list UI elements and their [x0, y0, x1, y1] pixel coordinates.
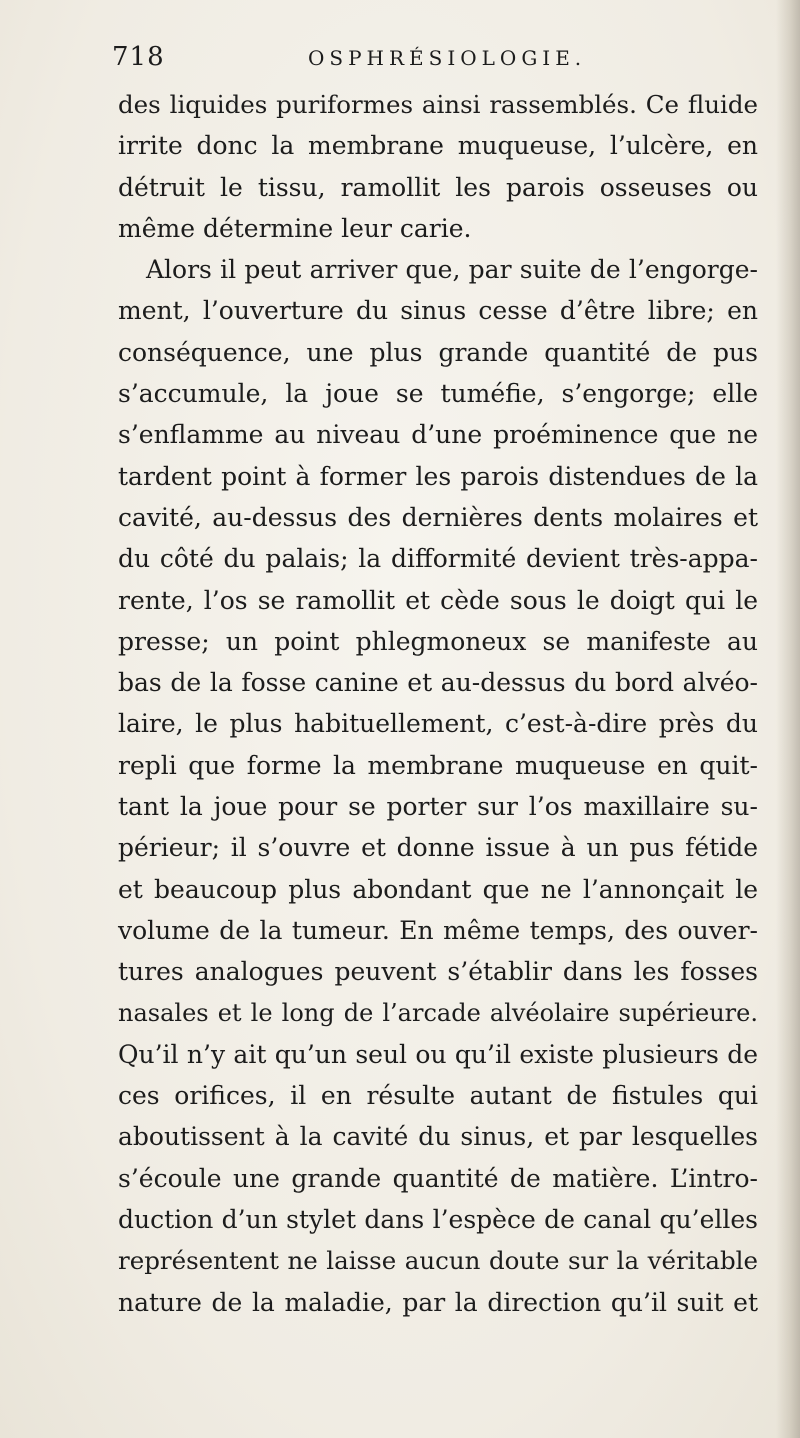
text-line-1: des liquides puriformes ainsi rassemblés. Ce fluide	[118, 90, 758, 119]
text-line-3: détruit le tissu, ramollit les parois osseuses ou	[118, 172, 758, 202]
text-line-5: Alors il peut arriver que, par suite de l’engorge-	[146, 255, 758, 285]
text-line-26: aboutissent à la cavité du sinus, et par lesquelles	[118, 1122, 758, 1152]
text-line-23: nasales et le long de l’arcade alvéolaire supérieure.	[118, 998, 758, 1027]
running-title: OSPHRÉSIOLOGIE.	[308, 46, 587, 70]
text-line-11: cavité, au-dessus des dernières dents molaires et	[118, 502, 758, 532]
text-line-29: représentent ne laisse aucun doute sur la véritable	[118, 1246, 758, 1276]
text-line-6: ment, l’ouverture du sinus cesse d’être libre; en	[118, 296, 758, 326]
text-line-9: s’enflamme au niveau d’une proéminence que ne	[118, 420, 758, 450]
text-line-30: nature de la maladie, par la direction qu’il suit et	[118, 1287, 758, 1317]
body-text	[118, 84, 758, 1323]
text-line-8: s’accumule, la joue se tuméfie, s’engorge; elle	[118, 379, 758, 409]
text-line-27: s’écoule une grande quantité de matière. L’intro-	[118, 1163, 758, 1193]
text-line-18: tant la joue pour se porter sur l’os maxillaire su-	[118, 792, 758, 822]
text-line-20: et beaucoup plus abondant que ne l’annonçait le	[118, 874, 758, 904]
text-line-15: bas de la fosse canine et au-dessus du bord alvéo-	[118, 668, 758, 698]
page-number: 718	[112, 42, 165, 72]
text-line-10: tardent point à former les parois distendues de la	[118, 461, 758, 491]
text-line-24: Qu’il n’y ait qu’un seul ou qu’il existe plusieurs de	[118, 1039, 758, 1069]
text-line-4: même détermine leur carie.	[118, 213, 472, 243]
text-line-7: conséquence, une plus grande quantité de pus	[118, 337, 758, 367]
text-line-28: duction d’un stylet dans l’espèce de canal qu’elles	[118, 1205, 758, 1235]
text-line-12: du côté du palais; la difformité devient très-appa-	[118, 544, 758, 574]
text-line-21: volume de la tumeur. En même temps, des ouver-	[118, 915, 758, 945]
text-line-19: périeur; il s’ouvre et donne issue à un pus fétide	[118, 833, 758, 863]
text-line-16: laire, le plus habituellement, c’est-à-dire près du	[118, 709, 758, 739]
text-line-2: irrite donc la membrane muqueuse, l’ulcère, en	[118, 131, 758, 161]
text-line-25: ces orifices, il en résulte autant de fistules qui	[118, 1081, 758, 1111]
text-line-14: presse; un point phlegmoneux se manifeste au	[118, 626, 758, 656]
running-head	[112, 42, 732, 82]
text-line-13: rente, l’os se ramollit et cède sous le doigt qui le	[118, 585, 758, 615]
text-line-17: repli que forme la membrane muqueuse en quit-	[118, 750, 758, 780]
text-line-22: tures analogues peuvent s’établir dans les fosses	[118, 957, 758, 987]
